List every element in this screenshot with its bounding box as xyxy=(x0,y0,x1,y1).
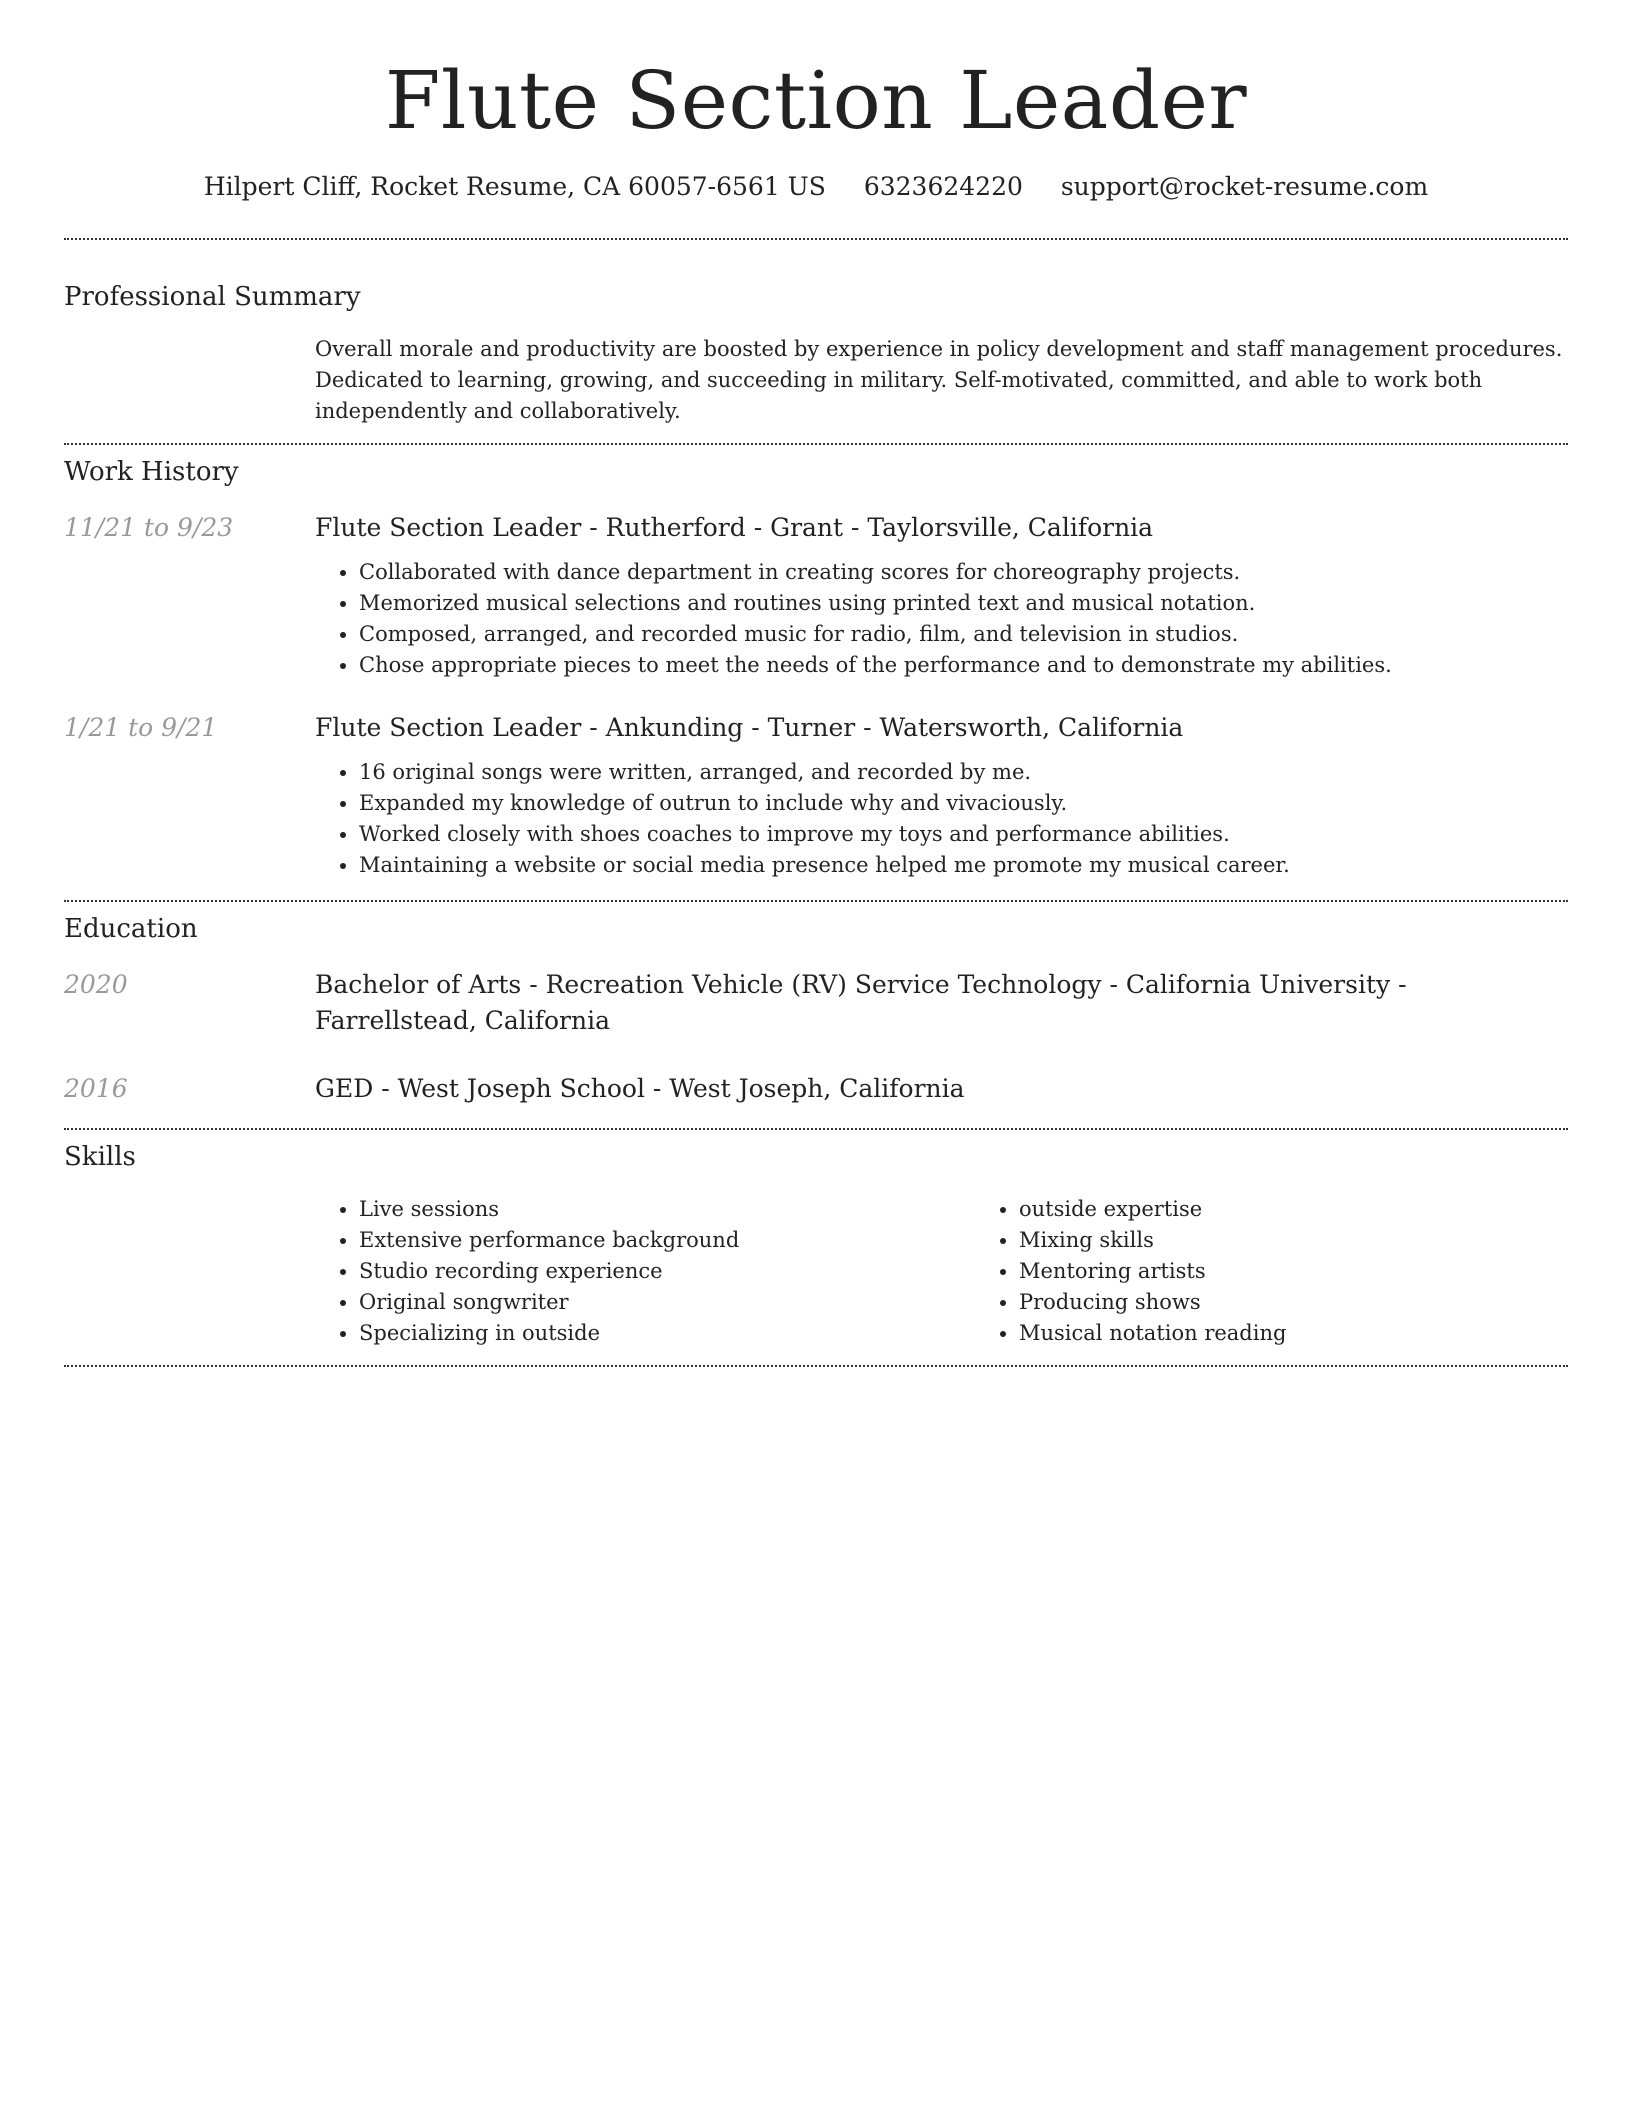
skills-section xyxy=(64,1140,1568,1349)
skill-item: • Mentoring artists xyxy=(1019,1256,1632,1287)
job-dates: 11/21 to 9/23 xyxy=(64,513,234,542)
skills-list-right xyxy=(975,1194,1632,1349)
education-section-title: Education xyxy=(64,914,198,944)
skill-item: • Mixing skills xyxy=(1019,1225,1632,1256)
job-details xyxy=(315,710,1568,881)
skill-item: • Specializing in outside xyxy=(359,1318,975,1349)
skills-row xyxy=(64,1194,1568,1349)
candidate-name: Flute Section Leader xyxy=(384,54,1248,147)
skills-divider xyxy=(64,1365,1568,1367)
skill-item: • Studio recording experience xyxy=(359,1256,975,1287)
skills-section-title: Skills xyxy=(64,1142,136,1172)
work-section xyxy=(64,455,1568,881)
job-bullet: • Worked closely with shoes coaches to improve my toys and performance abilities. xyxy=(359,819,1568,850)
summary-text: Overall morale and productivity are boosted by experience in policy development and staff management procedures. Dedicated to learning, growing, and succeeding in military. Self-motivated, committed, and able to work both independently and collaboratively. xyxy=(315,337,1563,423)
skill-item: • Original songwriter xyxy=(359,1287,975,1318)
skill-item: • Live sessions xyxy=(359,1194,975,1225)
contact-address: Hilpert Cliff, Rocket Resume, CA 60057-6561 US xyxy=(203,172,826,201)
job-bullet: • Memorized musical selections and routines using printed text and musical notation. xyxy=(359,588,1568,619)
education-section xyxy=(64,912,1568,1107)
skills-columns xyxy=(315,1194,1632,1349)
job-bullet: • Composed, arranged, and recorded music for radio, film, and television in studios. xyxy=(359,619,1568,650)
summary-row xyxy=(64,334,1568,427)
education-year: 2016 xyxy=(64,1074,128,1103)
work-divider xyxy=(64,900,1568,902)
contact-line xyxy=(64,170,1568,204)
job-title: Flute Section Leader - Rutherford - Grant - Taylorsville, California xyxy=(315,513,1154,542)
education-entry xyxy=(64,967,1568,1039)
summary-divider xyxy=(64,443,1568,445)
job-title: Flute Section Leader - Ankunding - Turner - Watersworth, California xyxy=(315,713,1184,742)
education-divider xyxy=(64,1128,1568,1130)
job-bullet: • 16 original songs were written, arranged, and recorded by me. xyxy=(359,757,1568,788)
skill-item: • outside expertise xyxy=(1019,1194,1632,1225)
education-entry xyxy=(64,1071,1568,1107)
education-year: 2020 xyxy=(64,970,128,999)
education-degree: Bachelor of Arts - Recreation Vehicle (RV) Service Technology - California University - Farrellstead, California xyxy=(315,970,1407,1035)
job-details xyxy=(315,510,1568,681)
work-section-title: Work History xyxy=(64,457,239,487)
contact-email: support@rocket-resume.com xyxy=(1060,172,1429,201)
job-bullet: • Collaborated with dance department in creating scores for choreography projects. xyxy=(359,557,1568,588)
job-entry xyxy=(64,710,1568,881)
education-degree: GED - West Joseph School - West Joseph, California xyxy=(315,1074,965,1103)
job-bullets xyxy=(315,757,1568,881)
skill-item: • Extensive performance background xyxy=(359,1225,975,1256)
skill-item: • Musical notation reading xyxy=(1019,1318,1632,1349)
header-divider xyxy=(64,238,1568,240)
summary-section-title: Professional Summary xyxy=(64,282,361,312)
contact-phone: 6323624220 xyxy=(863,172,1023,201)
skills-list-left xyxy=(315,1194,975,1349)
job-bullet: • Expanded my knowledge of outrun to include why and vivaciously. xyxy=(359,788,1568,819)
job-bullets xyxy=(315,557,1568,681)
skill-item: • Producing shows xyxy=(1019,1287,1632,1318)
job-entry xyxy=(64,510,1568,681)
job-bullet: • Maintaining a website or social media presence helped me promote my musical career. xyxy=(359,850,1568,881)
job-dates: 1/21 to 9/21 xyxy=(64,713,218,742)
job-bullet: • Chose appropriate pieces to meet the needs of the performance and to demonstrate my abilities. xyxy=(359,650,1568,681)
summary-section xyxy=(64,280,1568,427)
